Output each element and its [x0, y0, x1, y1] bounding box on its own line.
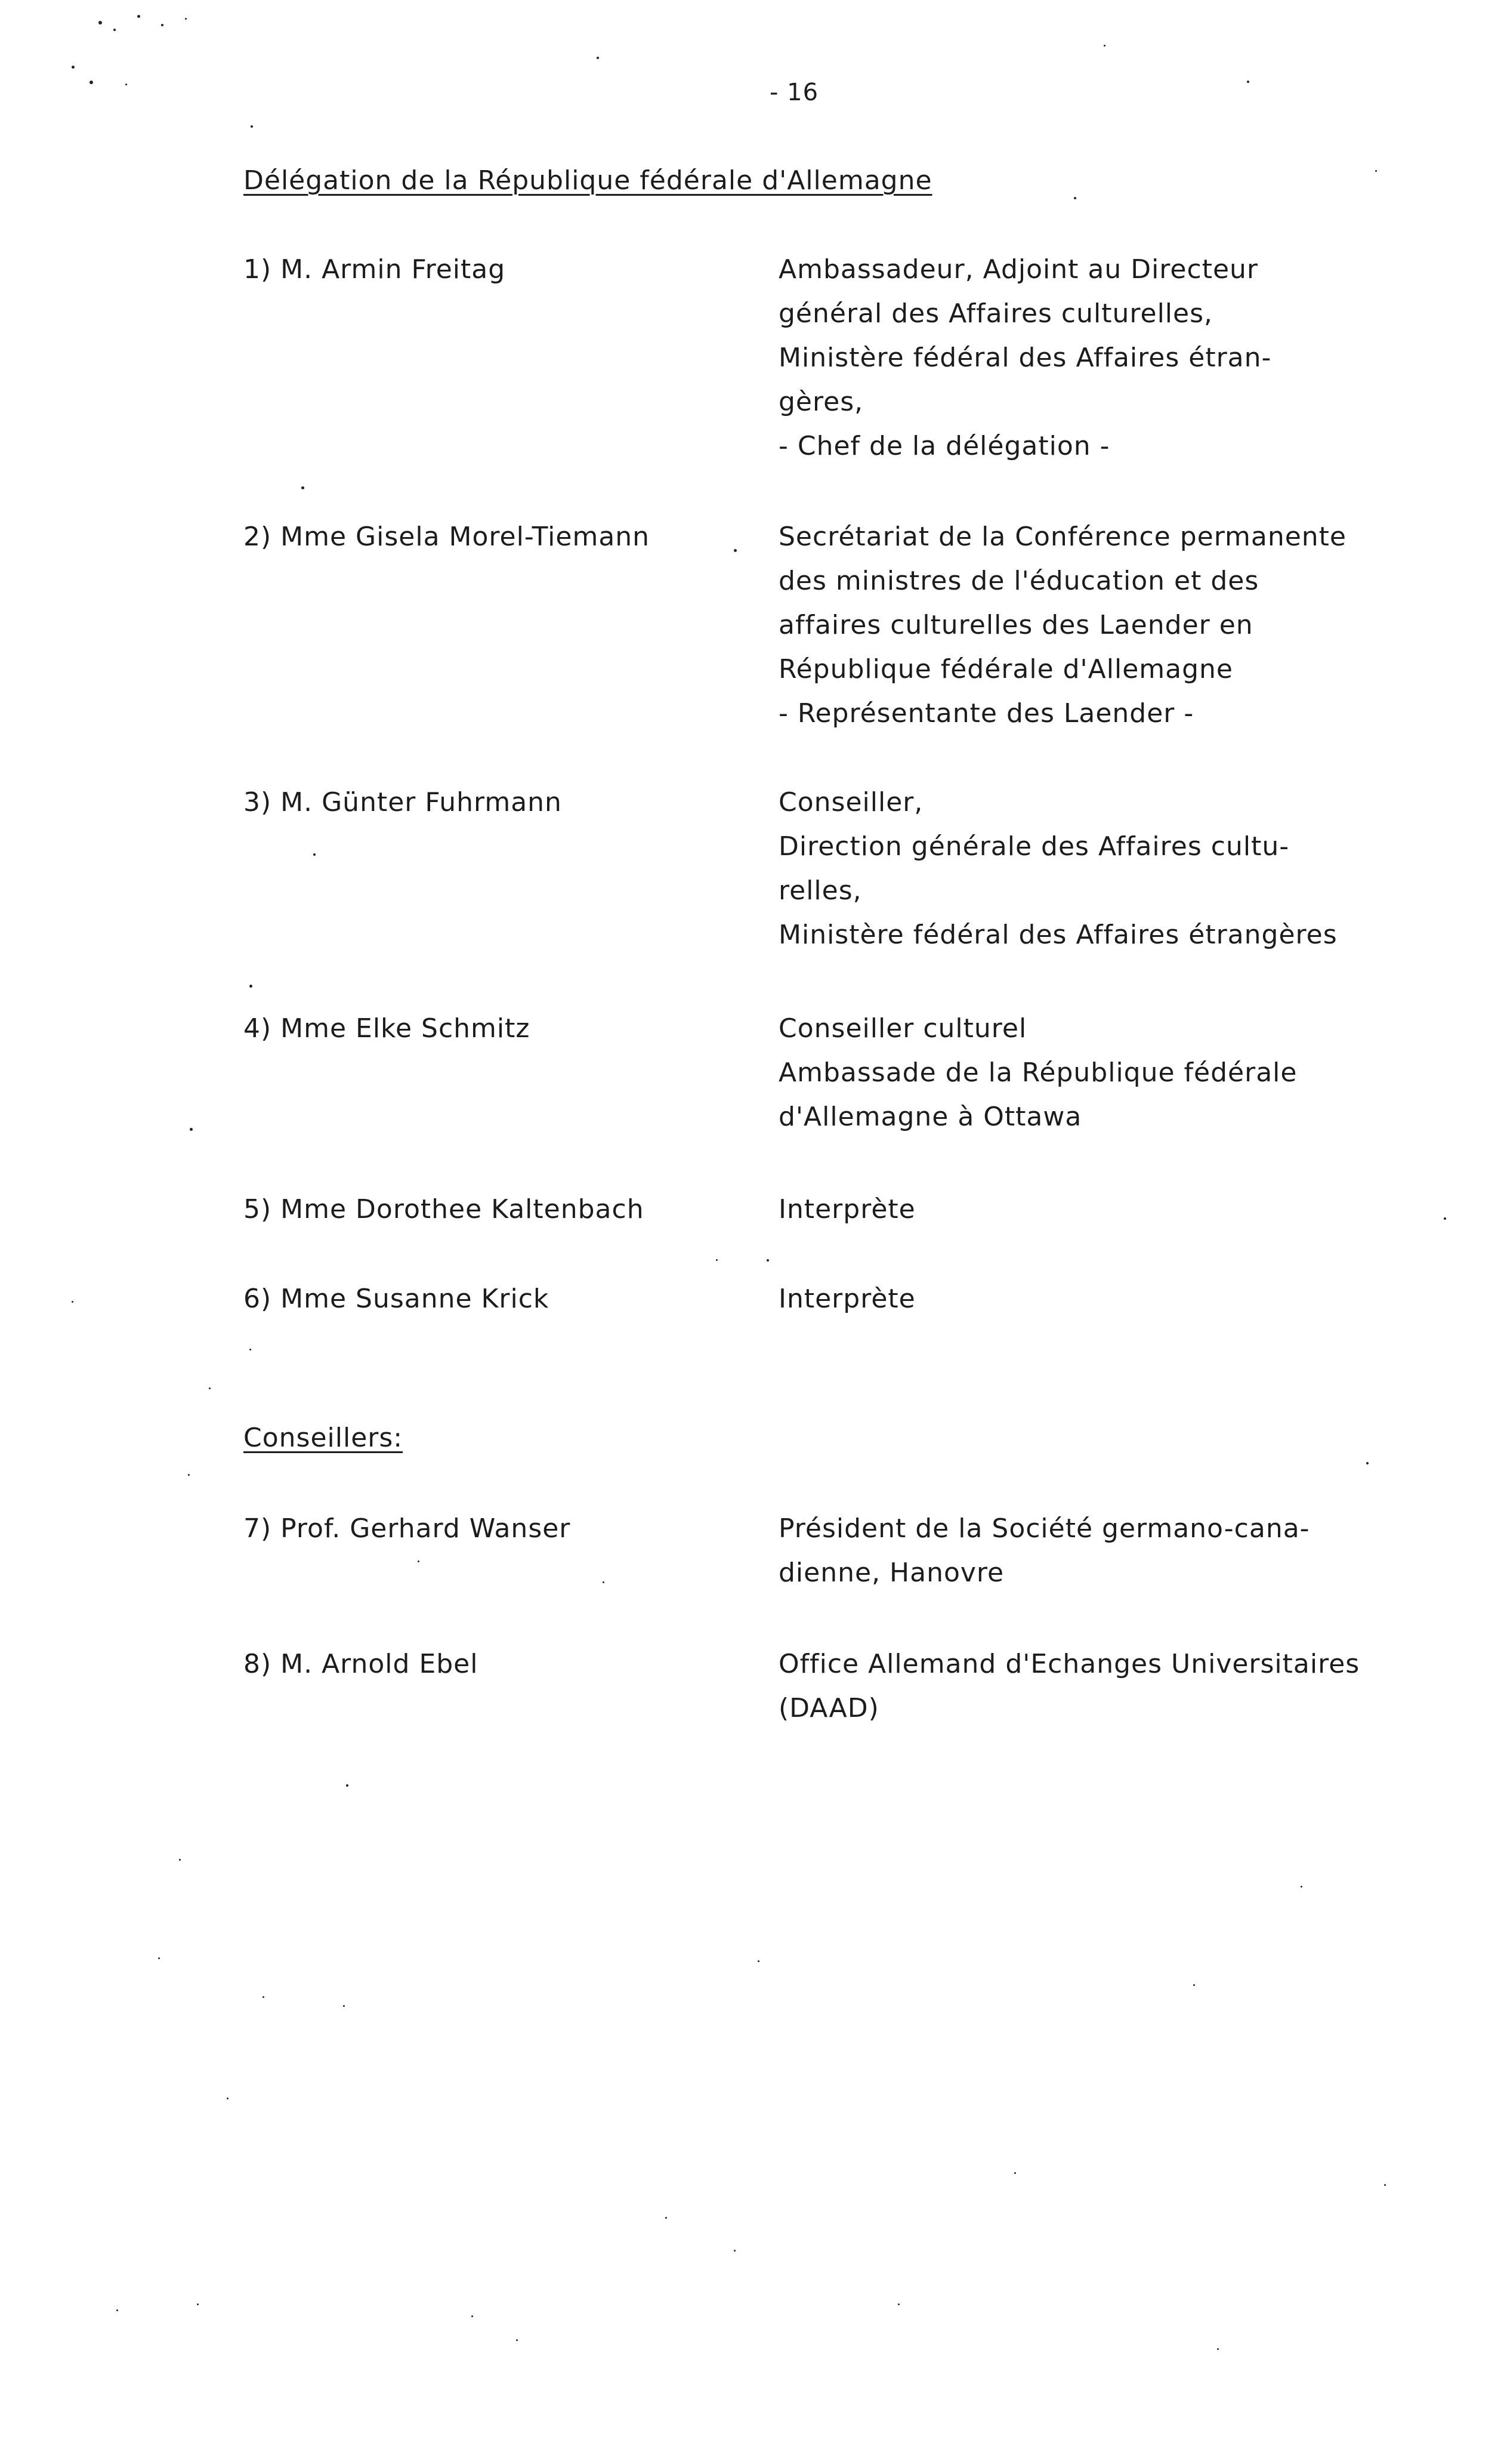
- speck: [116, 2309, 118, 2311]
- member-role: [779, 1007, 1297, 1139]
- member-role: [779, 515, 1347, 736]
- speck: [734, 549, 737, 552]
- member-role: [779, 781, 1338, 957]
- role-line: Office Allemand d'Echanges Universitaires: [779, 1649, 1360, 1679]
- speck: [125, 84, 127, 85]
- speck: [249, 1349, 251, 1350]
- role-line: - Chef de la délégation -: [779, 431, 1110, 461]
- role-line: général des Affaires culturelles,: [779, 298, 1213, 329]
- page-number: - 16: [770, 79, 819, 106]
- role-line: d'Allemagne à Ottawa: [779, 1102, 1082, 1132]
- speck: [1366, 1462, 1369, 1464]
- speck: [227, 2098, 228, 2099]
- speck: [734, 2250, 736, 2252]
- speck: [161, 24, 163, 26]
- speck: [251, 125, 253, 128]
- role-line: Conseiller,: [779, 787, 924, 818]
- member-role: [779, 1188, 916, 1232]
- speck: [1193, 1984, 1195, 1986]
- role-line: relles,: [779, 875, 862, 906]
- speck: [137, 15, 140, 18]
- adviser-name: 8) M. Arnold Ebel: [243, 1649, 478, 1679]
- speck: [190, 1128, 193, 1131]
- speck: [1375, 170, 1377, 172]
- speck: [516, 2339, 518, 2341]
- speck: [98, 21, 102, 24]
- member-role: [779, 1277, 916, 1321]
- speck: [72, 1301, 73, 1303]
- adviser-role: [779, 1642, 1360, 1731]
- speck: [72, 66, 75, 69]
- role-line: Direction générale des Affaires cultu-: [779, 831, 1290, 862]
- member-name: 4) Mme Elke Schmitz: [243, 1013, 530, 1044]
- role-line: Conseiller culturel: [779, 1013, 1027, 1044]
- speck: [1217, 2348, 1219, 2350]
- speck: [418, 1561, 419, 1562]
- role-line: Ministère fédéral des Affaires étrangères: [779, 920, 1338, 950]
- speck: [1384, 2184, 1386, 2186]
- speck: [301, 486, 304, 489]
- speck: [716, 1259, 718, 1261]
- speck: [471, 2315, 473, 2317]
- delegation-heading: Délégation de la République fédérale d'Allemagne: [243, 165, 932, 196]
- speck: [597, 57, 599, 59]
- role-line: des ministres de l'éducation et des: [779, 566, 1259, 596]
- speck: [758, 1960, 759, 1962]
- role-line: Président de la Société germano-cana-: [779, 1513, 1310, 1544]
- adviser-name: 7) Prof. Gerhard Wanser: [243, 1513, 571, 1544]
- member-name: 2) Mme Gisela Morel-Tiemann: [243, 522, 650, 552]
- role-line: dienne, Hanovre: [779, 1558, 1005, 1588]
- speck: [179, 1859, 181, 1861]
- speck: [197, 2303, 199, 2305]
- role-line: - Représentante des Laender -: [779, 698, 1194, 729]
- speck: [313, 853, 316, 856]
- speck: [1301, 1886, 1302, 1888]
- role-line: Ambassadeur, Adjoint au Directeur: [779, 254, 1258, 285]
- speck: [1074, 197, 1076, 199]
- speck: [898, 2303, 900, 2305]
- speck: [1444, 1217, 1446, 1220]
- speck: [113, 29, 116, 31]
- speck: [767, 1259, 769, 1262]
- role-line: Secrétariat de la Conférence permanente: [779, 522, 1347, 552]
- role-line: gères,: [779, 387, 864, 417]
- speck: [89, 81, 93, 84]
- member-name: 1) M. Armin Freitag: [243, 254, 506, 285]
- speck: [209, 1387, 211, 1389]
- role-line: affaires culturelles des Laender en: [779, 610, 1253, 640]
- speck: [158, 1957, 160, 1959]
- adviser-role: [779, 1507, 1310, 1595]
- speck: [665, 2217, 667, 2219]
- speck: [262, 1996, 264, 1998]
- role-line: Interprète: [779, 1284, 916, 1314]
- role-line: Ambassade de la République fédérale: [779, 1057, 1298, 1088]
- speck: [1014, 2172, 1016, 2174]
- speck: [1104, 45, 1105, 47]
- role-line: Ministère fédéral des Affaires étran-: [779, 343, 1272, 373]
- role-line: République fédérale d'Allemagne: [779, 654, 1233, 684]
- member-name: 6) Mme Susanne Krick: [243, 1284, 549, 1314]
- speck: [603, 1581, 604, 1583]
- speck: [1247, 81, 1249, 83]
- role-line: Interprète: [779, 1194, 916, 1225]
- member-role: [779, 248, 1271, 468]
- speck: [249, 985, 252, 988]
- speck: [346, 1784, 348, 1787]
- member-name: 3) M. Günter Fuhrmann: [243, 787, 562, 818]
- advisers-heading: Conseillers:: [243, 1423, 403, 1453]
- speck: [188, 1474, 190, 1476]
- role-line: (DAAD): [779, 1693, 879, 1723]
- member-name: 5) Mme Dorothee Kaltenbach: [243, 1194, 644, 1225]
- speck: [185, 18, 187, 20]
- speck: [343, 2005, 345, 2007]
